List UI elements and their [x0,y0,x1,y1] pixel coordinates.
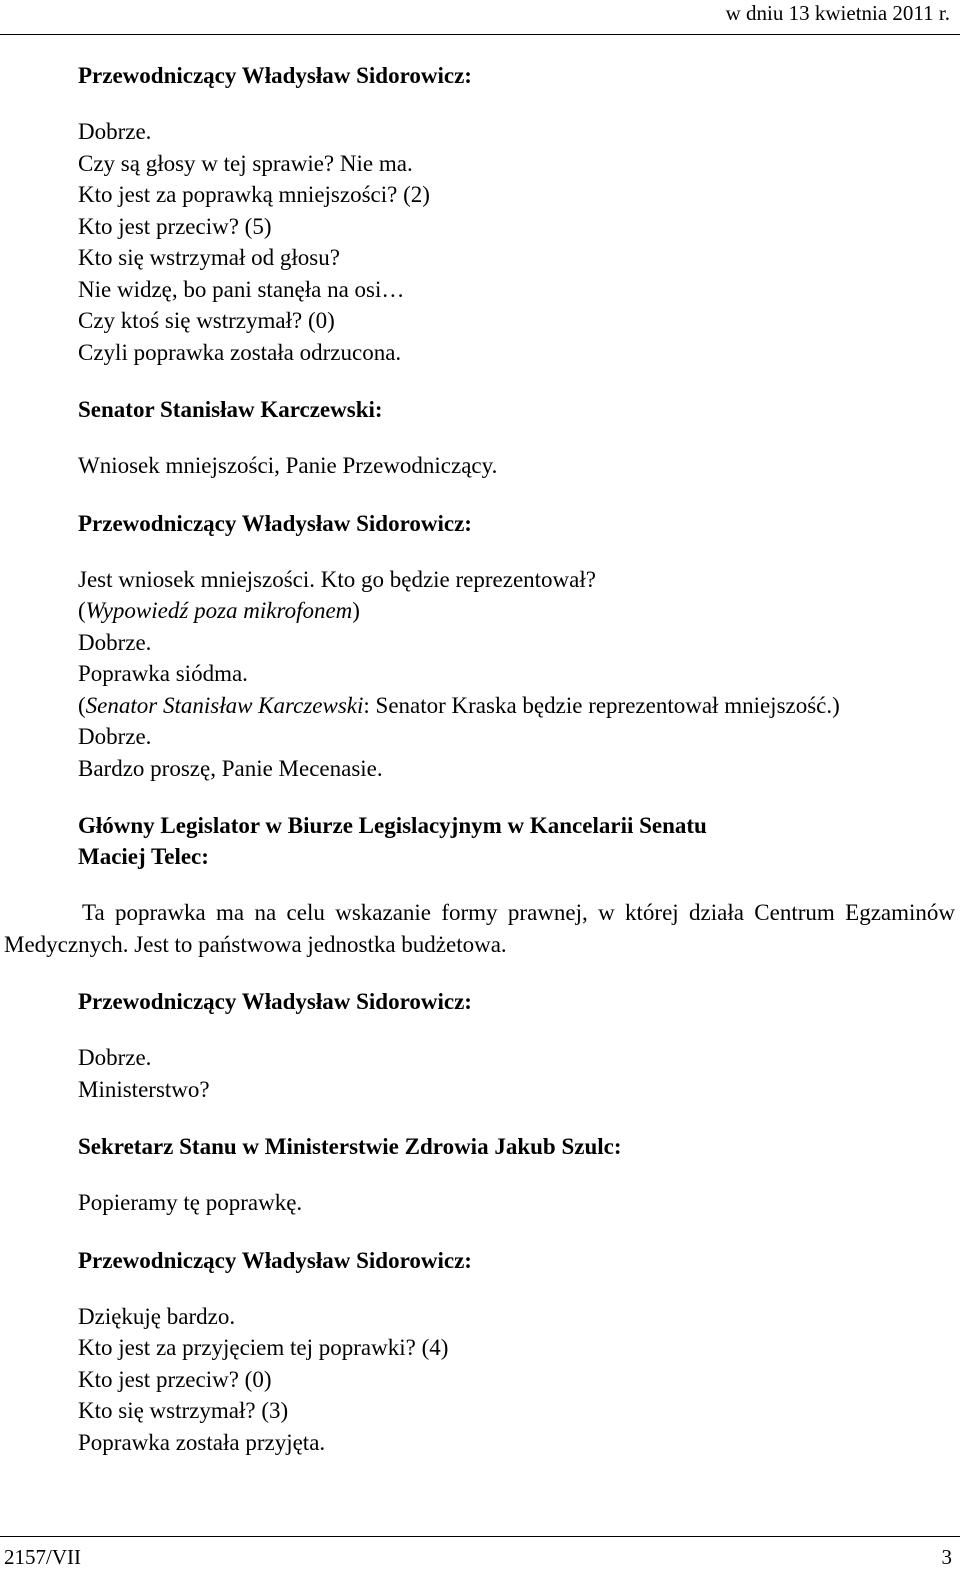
utterance-line: Kto się wstrzymał od głosu? [78,245,340,270]
stage-direction-text: Wypowiedź poza mikrofonem [85,598,353,623]
utterance-line: Nie widzę, bo pani stanęła na osi… [78,276,405,302]
utterance-line: Poprawka siódma. [78,661,248,686]
speaker-heading: Sekretarz Stanu w Ministerstwie Zdrowia Jakub Szulc: [78,1134,622,1159]
footer-divider [0,1536,960,1537]
speaker-heading: Przewodniczący Władysław Sidorowicz: [78,63,472,88]
utterance-line: Dziękuję bardzo. [78,1303,236,1329]
utterance-line: Popieramy tę poprawkę. [78,1190,303,1215]
utterance-line: Ministerstwo? [78,1076,210,1102]
utterance-line: Kto się wstrzymał? (3) [78,1398,289,1423]
speaker-heading: Główny Legislator w Biurze Legislacyjnym w Kancelarii Senatu [78,813,707,838]
transcript-body [0,60,955,1458]
document-id: 2157/VII [4,1545,81,1569]
utterance-line: Czyli poprawka została odrzucona. [78,339,402,365]
utterance-line: Kto jest przeciw? (5) [78,213,272,239]
page-number: 3 [941,1545,952,1569]
header-divider [0,34,960,35]
utterance-line: Jest wniosek mniejszości. Kto go będzie reprezentował? [78,566,596,592]
speaker-heading: Przewodniczący Władysław Sidorowicz: [78,1247,472,1273]
interjection-speaker: Senator Stanisław Karczewski [85,692,364,718]
utterance-line: Czy są głosy w tej sprawie? Nie ma. [78,150,413,176]
interjection-text: Senator Kraska będzie reprezentował mniejszość. [375,692,833,718]
speaker-heading-continued: Maciej Telec: [78,844,209,869]
utterance-line: Dobrze. [78,119,152,144]
utterance-paragraph: Ta poprawka ma na celu wskazanie formy prawnej, w której działa Centrum Egzaminów Medycznych. Jest to państwowa jednostka budżetowa. [4,900,955,957]
interjection-line: (Senator Stanisław Karczewski: Senator Kraska będzie reprezentował mniejszość.) [78,692,840,718]
utterance-line: Dobrze. [78,1045,152,1070]
utterance-line: Dobrze. [78,724,152,749]
utterance-line: Kto jest za poprawką mniejszości? (2) [78,182,430,207]
speaker-heading: Senator Stanisław Karczewski: [78,397,383,422]
utterance-line: Kto jest przeciw? (0) [78,1366,272,1392]
utterance-line: Poprawka została przyjęta. [78,1429,326,1455]
utterance-line: Czy ktoś się wstrzymał? (0) [78,308,335,333]
utterance-line: Bardzo proszę, Panie Mecenasie. [78,755,383,781]
utterance-line: Dobrze. [78,629,152,655]
stage-direction: (Wypowiedź poza mikrofonem) [78,598,360,623]
speaker-heading: Przewodniczący Władysław Sidorowicz: [78,510,472,536]
header-date: w dniu 13 kwietnia 2011 r. [725,1,950,25]
utterance-line: Wniosek mniejszości, Panie Przewodniczący. [78,453,498,478]
speaker-heading: Przewodniczący Władysław Sidorowicz: [78,989,472,1014]
utterance-line: Kto jest za przyjęciem tej poprawki? (4) [78,1335,449,1360]
